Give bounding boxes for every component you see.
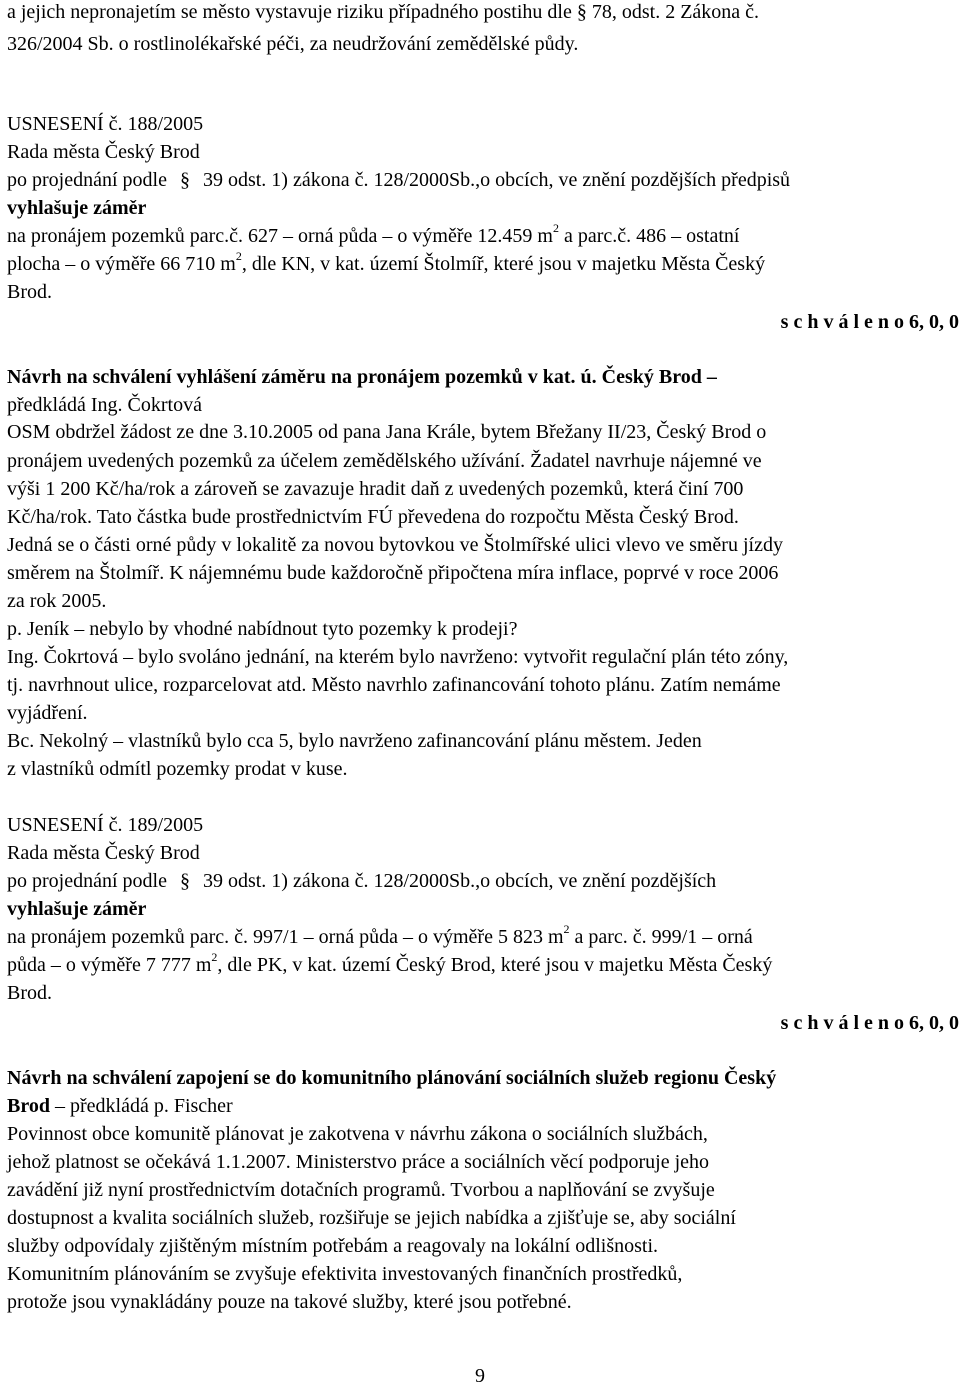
paragraph-line: za rok 2005. [7, 590, 107, 612]
page-number: 9 [475, 1365, 485, 1387]
proposal-presenter: předkládá Ing. Čokrtová [7, 394, 202, 416]
resolution-text: plocha – o výměře 66 710 $m^2$, dle KN, v kat. území Štolmíř, které jsou v majetku Města Český [7, 249, 766, 275]
answer-line: z vlastníků odmítl pozemky prodat v kuse. [7, 758, 348, 780]
action-label: vyhlašuje záměr [7, 197, 147, 219]
paragraph-line: zavádění již nyní prostřednictvím dotačních programů. Tvorbou a naplňování se zvyšuje [7, 1179, 715, 1201]
paragraph-line: Kč/ha/rok. Tato částka bude prostřednictvím FÚ převedena do rozpočtu Města Český Brod. [7, 506, 739, 528]
council-name: Rada města Český Brod [7, 842, 200, 864]
vote-result: s c h v á l e n o 6, 0, 0 [780, 1012, 959, 1034]
paragraph-line: jehož platnost se očekává 1.1.2007. Ministerstvo práce a sociálních věcí podporuje jeho [7, 1151, 710, 1173]
paragraph-line: protože jsou vynakládány pouze na takové služby, které jsou potřebné. [7, 1291, 572, 1313]
section-sign: § [179, 169, 190, 191]
legal-basis: po projednání podle § 39 odst. 1) zákona č. 128/2000Sb.,o obcích, ve znění pozdějších předpisů [7, 169, 791, 191]
answer-line: vyjádření. [7, 702, 88, 724]
action-label: vyhlašuje záměr [7, 898, 147, 920]
proposal-title: Návrh na schválení vyhlášení záměru na pronájem pozemků v kat. ú. Český Brod – [7, 366, 717, 388]
resolution-text: na pronájem pozemků parc.č. 627 – orná půda – o výměře 12.459 $m^2$ a parc.č. 486 – ostatní [7, 221, 740, 247]
question-line: p. Jeník – nebylo by vhodné nabídnout tyto pozemky k prodeji? [7, 618, 518, 640]
paragraph-line: Komunitním plánováním se zvyšuje efektivita investovaných finančních prostředků, [7, 1263, 683, 1285]
resolution-text: na pronájem pozemků parc. č. 997/1 – orná půda – o výměře 5 823 $m^2$ a parc. č. 999/1 – orná [7, 922, 753, 948]
resolution-heading: USNESENÍ č. 188/2005 [7, 113, 204, 135]
council-name: Rada města Český Brod [7, 141, 200, 163]
section-sign: § [179, 870, 190, 892]
resolution-text: Brod. [7, 281, 52, 303]
paragraph-line: služby odpovídaly zjištěným místním potřebám a reagovaly na lokální odlišnosti. [7, 1235, 659, 1257]
intro-line: 326/2004 Sb. o rostlinolékařské péči, za neudržování zemědělské půdy. [7, 33, 579, 55]
paragraph-line: dostupnost a kvalita sociálních služeb, rozšiřuje se jejich nabídka a zjišťuje se, aby sociální [7, 1207, 736, 1229]
resolution-text: Brod. [7, 982, 52, 1004]
vote-result: s c h v á l e n o 6, 0, 0 [780, 311, 959, 333]
proposal-presenter: Brod – předkládá p. Fischer [7, 1095, 233, 1117]
intro-line: a jejich nepronajetím se město vystavuje riziku případného postihu dle § 78, odst. 2 Zákona č. [7, 1, 760, 23]
legal-basis: po projednání podle § 39 odst. 1) zákona č. 128/2000Sb.,o obcích, ve znění pozdějších [7, 870, 717, 892]
paragraph-line: výši 1 200 Kč/ha/rok a zároveň se zavazuje hradit daň z uvedených pozemků, která činí 700 [7, 478, 744, 500]
paragraph-line: Povinnost obce komunitě plánovat je zakotvena v návrhu zákona o sociálních službách, [7, 1123, 708, 1145]
paragraph-line: pronájem uvedených pozemků za účelem zemědělského užívání. Žadatel navrhuje nájemné ve [7, 450, 762, 472]
paragraph-line: OSM obdržel žádost ze dne 3.10.2005 od pana Jana Krále, bytem Břežany II/23, Český Brod o [7, 421, 767, 443]
answer-line: Ing. Čokrtová – bylo svoláno jednání, na kterém bylo navrženo: vytvořit regulační plán této zóny, [7, 646, 789, 668]
proposal-title: Návrh na schválení zapojení se do komunitního plánování sociálních služeb regionu Český [7, 1067, 777, 1089]
answer-line: tj. navrhnout ulice, rozparcelovat atd. Město navrhlo zafinancování tohoto plánu. Zatím nemáme [7, 674, 781, 696]
paragraph-line: směrem na Štolmíř. K nájemnému bude každoročně připočtena míra inflace, poprvé v roce 2006 [7, 562, 779, 584]
answer-line: Bc. Nekolný – vlastníků bylo cca 5, bylo navrženo zafinancování plánu městem. Jeden [7, 730, 702, 752]
resolution-heading: USNESENÍ č. 189/2005 [7, 814, 204, 836]
paragraph-line: Jedná se o části orné půdy v lokalitě za novou bytovkou ve Štolmířské ulici vlevo ve směru jízdy [7, 534, 783, 556]
resolution-text: půda – o výměře 7 777 $m^2$, dle PK, v kat. území Český Brod, které jsou v majetku Města Český [7, 950, 773, 976]
